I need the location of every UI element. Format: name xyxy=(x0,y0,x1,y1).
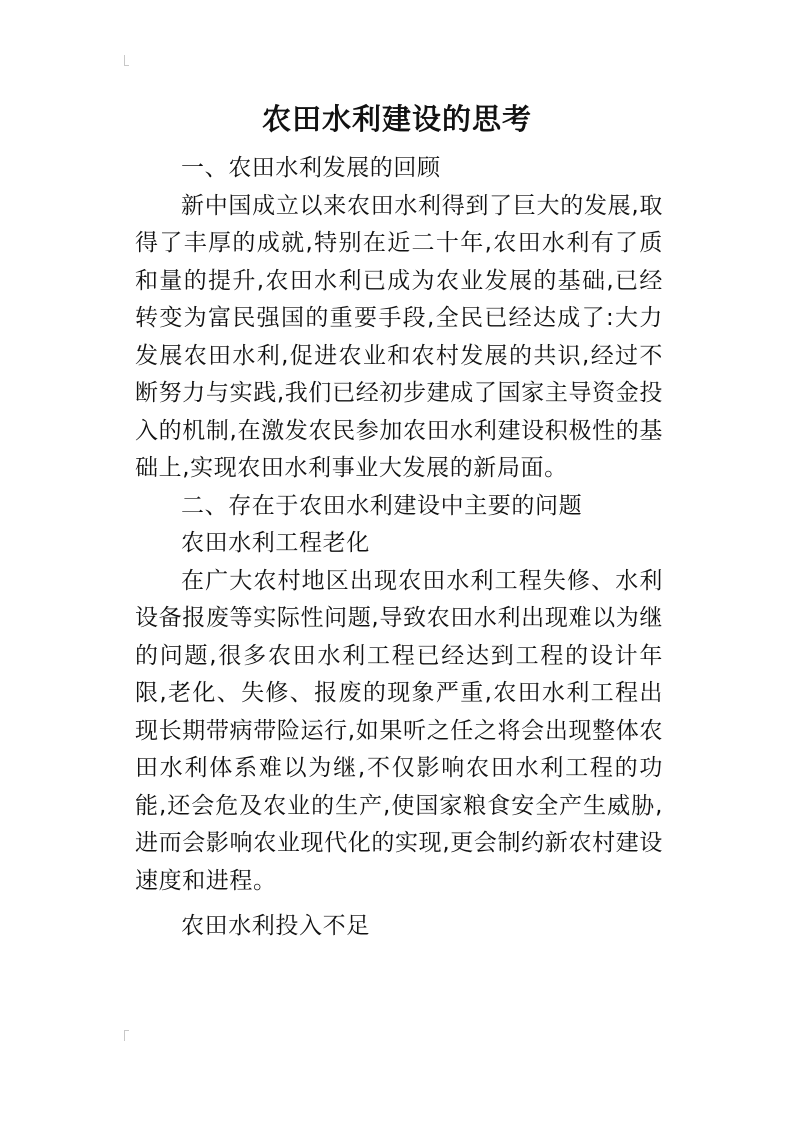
paragraph-aging: 在广大农村地区出现农田水利工程失修、水利设备报废等实际性问题,导致农田水利出现难以为继的问题,很多农田水利工程已经达到工程的设计年限,老化、失修、报废的现象严重,农田水利工程出现长期带病带险运行,如果听之任之将会出现整体农田水利体系难以为继,不仅影响农田水利工程的功能,还会危及农业的生产,使国家粮食安全产生威胁,进而会影响农业现代化的实现,更会制约新农村建设速度和进程。 xyxy=(135,567,663,894)
document-title: 农田水利建设的思考 xyxy=(261,102,532,136)
subheading-investment: 农田水利投入不足 xyxy=(181,913,370,939)
section-heading-review: 一、农田水利发展的回顾 xyxy=(181,155,441,181)
section-heading-problems: 二、存在于农田水利建设中主要的问题 xyxy=(181,492,583,519)
paragraph-review: 新中国成立以来农田水利得到了巨大的发展,取得了丰厚的成就,特别在近二十年,农田水利有了质和量的提升,农田水利已成为农业发展的基础,已经转变为富民强国的重要手段,全民已经达成了:大力发展农田水利,促进农业和农村发展的共识,经过不断努力与实践,我们已经初步建成了国家主导资金投入的机制,在激发农民参加农田水利建设积极性的基础上,实现农田水利事业大发展的新局面。 xyxy=(135,192,663,481)
document-body xyxy=(135,150,663,946)
subheading-aging: 农田水利工程老化 xyxy=(181,530,370,556)
crop-mark-top-left xyxy=(124,55,129,66)
crop-mark-bottom-left xyxy=(124,1030,129,1041)
